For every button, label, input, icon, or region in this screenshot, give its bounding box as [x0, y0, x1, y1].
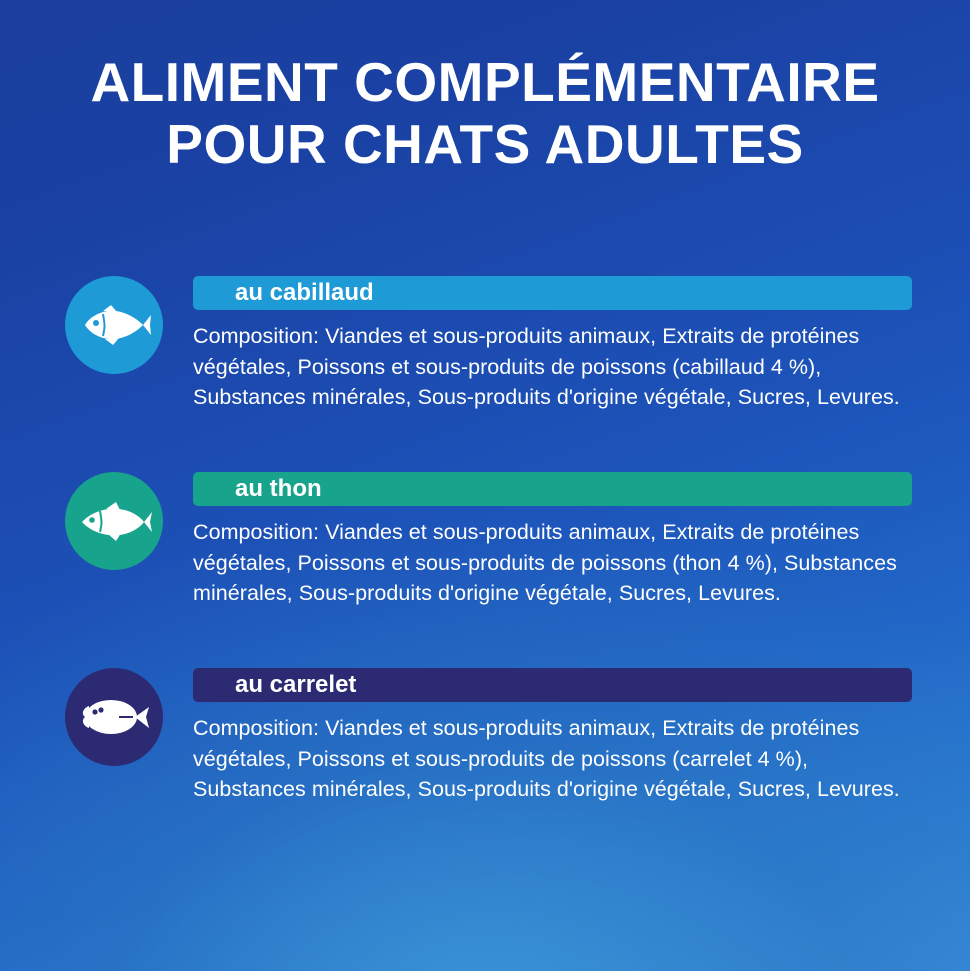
tuna-fish-icon [76, 500, 152, 542]
variant-header-carrelet [193, 668, 912, 702]
variant-item-thon [0, 472, 970, 668]
variant-item-carrelet [0, 668, 970, 864]
plaice-fish-icon [77, 694, 151, 740]
variant-list [0, 276, 970, 864]
variant-header-thon [193, 472, 912, 506]
variant-body-cabillaud [193, 276, 912, 413]
page-title [0, 0, 970, 175]
variant-composition-thon: Composition: Viandes et sous-produits animaux, Extraits de protéines végétales, Poissons et sous-produits de poissons (thon 4 %), Substances minérales, Sous-produits d'origine végétale, Sucres, Levures. [193, 520, 897, 606]
variant-name-cabillaud: au cabillaud [235, 279, 374, 306]
variant-body-carrelet [193, 668, 912, 805]
cod-fish-icon [77, 304, 151, 346]
page-title-line-2: POUR CHATS ADULTES [166, 112, 804, 175]
plaice-fish-icon-badge [65, 668, 163, 766]
variant-name-thon: au thon [235, 475, 322, 502]
variant-composition-cabillaud: Composition: Viandes et sous-produits animaux, Extraits de protéines végétales, Poissons et sous-produits de poissons (cabillaud 4 %), Substances minérales, Sous-produits d'origine végétale, Sucres, Levures. [193, 324, 900, 410]
variant-name-carrelet: au carrelet [235, 671, 357, 698]
variant-item-cabillaud [0, 276, 970, 472]
variant-body-thon [193, 472, 912, 609]
variant-header-cabillaud [193, 276, 912, 310]
variant-composition-carrelet: Composition: Viandes et sous-produits animaux, Extraits de protéines végétales, Poissons et sous-produits de poissons (carrelet 4 %), Substances minérales, Sous-produits d'origine végétale, Sucres, Levures. [193, 716, 900, 802]
tuna-fish-icon-badge [65, 472, 163, 570]
cod-fish-icon-badge [65, 276, 163, 374]
page-title-line-1: ALIMENT COMPLÉMENTAIRE [90, 51, 880, 113]
